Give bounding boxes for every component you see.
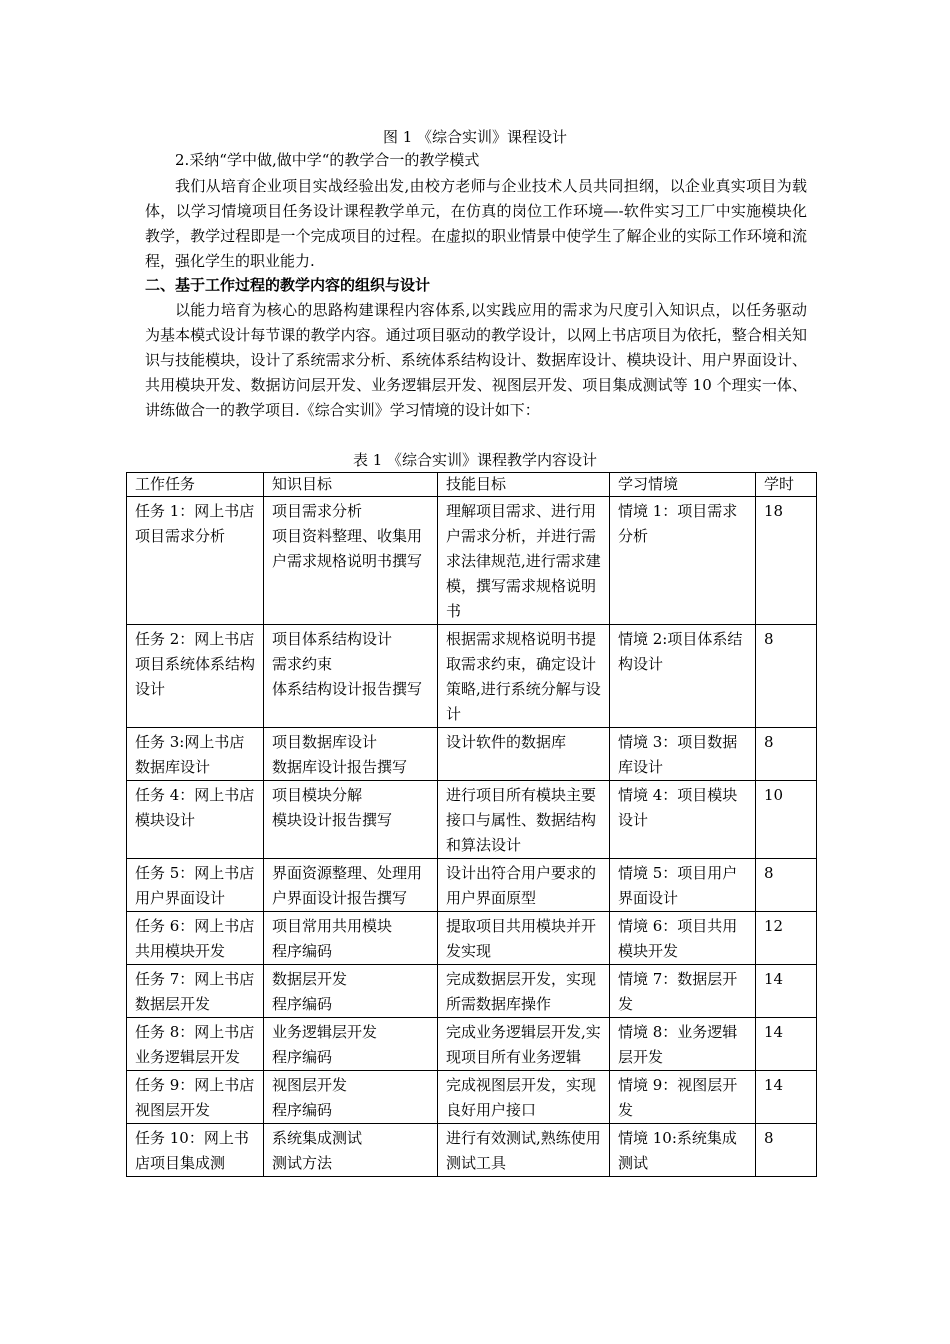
cell-skill: 完成业务逻辑层开发,实现项目所有业务逻辑: [438, 1018, 610, 1071]
cell-skill: 进行有效测试,熟练使用测试工具: [438, 1124, 610, 1177]
cell-hours: 8: [756, 728, 817, 781]
cell-task: 任务 6：网上书店共用模块开发: [127, 912, 264, 965]
cell-situation: 情境 9：视图层开发: [610, 1071, 756, 1124]
cell-hours: 14: [756, 965, 817, 1018]
cell-knowledge: 项目模块分解 模块设计报告撰写: [264, 781, 438, 859]
cell-skill: 完成数据层开发，实现所需数据库操作: [438, 965, 610, 1018]
cell-situation: 情境 6：项目共用模块开发: [610, 912, 756, 965]
table-row: [127, 728, 817, 781]
header-situation: 学习情境: [610, 473, 756, 497]
cell-task: 任务 9：网上书店视图层开发: [127, 1071, 264, 1124]
course-content-table: [126, 472, 817, 1177]
table-header-row: [127, 473, 817, 497]
cell-task: 任务 2：网上书店项目系统体系结构设计: [127, 625, 264, 728]
cell-skill: 理解项目需求、进行用户需求分析，并进行需求法律规范,进行需求建模，撰写需求规格说明书: [438, 497, 610, 625]
table-caption: 表 1 《综合实训》课程教学内容设计: [352, 451, 598, 469]
cell-hours: 8: [756, 1124, 817, 1177]
table-row: [127, 859, 817, 912]
cell-task: 任务 8：网上书店业务逻辑层开发: [127, 1018, 264, 1071]
cell-task: 任务 7：网上书店数据层开发: [127, 965, 264, 1018]
cell-hours: 8: [756, 859, 817, 912]
header-hours: 学时: [756, 473, 817, 497]
cell-skill: 完成视图层开发，实现良好用户接口: [438, 1071, 610, 1124]
cell-task: 任务 4：网上书店模块设计: [127, 781, 264, 859]
cell-hours: 14: [756, 1071, 817, 1124]
cell-task: 任务 3:网上书店数据库设计: [127, 728, 264, 781]
table-row: [127, 965, 817, 1018]
cell-knowledge: 视图层开发 程序编码: [264, 1071, 438, 1124]
cell-knowledge: 数据层开发 程序编码: [264, 965, 438, 1018]
heading-2-body: 以能力培育为核心的思路构建课程内容体系,以实践应用的需求为尺度引入知识点，以任务驱动为基本模式设计每节课的教学内容。通过项目驱动的教学设计，以网上书店项目为依托，整合相关知识与技能模块，设计了系统需求分析、系统体系结构设计、数据库设计、模块设计、用户界面设计、共用模块开发、数据访问层开发、业务逻辑层开发、视图层开发、项目集成测试等 10 个理实一体、讲练做合一的教学项目.《综合实训》学习情境的设计如下：: [145, 301, 807, 419]
cell-situation: 情境 10:系统集成测试: [610, 1124, 756, 1177]
cell-skill: 进行项目所有模块主要接口与属性、数据结构和算法设计: [438, 781, 610, 859]
cell-knowledge: 项目需求分析 项目资料整理、收集用户需求规格说明书撰写: [264, 497, 438, 625]
cell-task: 任务 1：网上书店项目需求分析: [127, 497, 264, 625]
section-2-body: 我们从培育企业项目实战经验出发,由校方老师与企业技术人员共同担纲，以企业真实项目为载体，以学习情境项目任务设计课程教学单元，在仿真的岗位工作环境—-软件实习工厂中实施模块化教学，教学过程即是一个完成项目的过程。在虚拟的职业情景中使学生了解企业的实际工作环境和流程，强化学生的职业能力.: [145, 177, 807, 270]
cell-situation: 情境 1：项目需求分析: [610, 497, 756, 625]
cell-knowledge: 业务逻辑层开发 程序编码: [264, 1018, 438, 1071]
heading-2: 二、基于工作过程的教学内容的组织与设计: [145, 276, 431, 294]
header-skill: 技能目标: [438, 473, 610, 497]
table-row: [127, 1018, 817, 1071]
cell-task: 任务 5：网上书店用户界面设计: [127, 859, 264, 912]
table-row: [127, 1124, 817, 1177]
table-row: [127, 497, 817, 625]
table-row: [127, 912, 817, 965]
header-task: 工作任务: [127, 473, 264, 497]
cell-knowledge: 界面资源整理、处理用户界面设计报告撰写: [264, 859, 438, 912]
cell-knowledge: 项目常用共用模块 程序编码: [264, 912, 438, 965]
cell-knowledge: 项目数据库设计 数据库设计报告撰写: [264, 728, 438, 781]
table-row: [127, 1071, 817, 1124]
cell-task: 任务 10：网上书店项目集成测: [127, 1124, 264, 1177]
cell-situation: 情境 3：项目数据库设计: [610, 728, 756, 781]
cell-skill: 设计出符合用户要求的用户界面原型: [438, 859, 610, 912]
cell-situation: 情境 7：数据层开发: [610, 965, 756, 1018]
cell-hours: 12: [756, 912, 817, 965]
cell-knowledge: 项目体系结构设计 需求约束 体系结构设计报告撰写: [264, 625, 438, 728]
header-knowledge: 知识目标: [264, 473, 438, 497]
cell-skill: 根据需求规格说明书提取需求约束，确定设计策略,进行系统分解与设计: [438, 625, 610, 728]
cell-hours: 14: [756, 1018, 817, 1071]
section-2-title: 2.采纳“学中做,做中学“的教学合一的教学模式: [175, 151, 480, 169]
cell-situation: 情境 4：项目模块设计: [610, 781, 756, 859]
table-row: [127, 625, 817, 728]
cell-situation: 情境 8：业务逻辑层开发: [610, 1018, 756, 1071]
cell-skill: 提取项目共用模块并开发实现: [438, 912, 610, 965]
figure-caption: 图 1 《综合实训》课程设计: [382, 128, 568, 146]
cell-hours: 10: [756, 781, 817, 859]
cell-situation: 情境 2:项目体系结构设计: [610, 625, 756, 728]
cell-knowledge: 系统集成测试 测试方法: [264, 1124, 438, 1177]
table-row: [127, 781, 817, 859]
cell-hours: 18: [756, 497, 817, 625]
cell-hours: 8: [756, 625, 817, 728]
cell-skill: 设计软件的数据库: [438, 728, 610, 781]
cell-situation: 情境 5：项目用户界面设计: [610, 859, 756, 912]
